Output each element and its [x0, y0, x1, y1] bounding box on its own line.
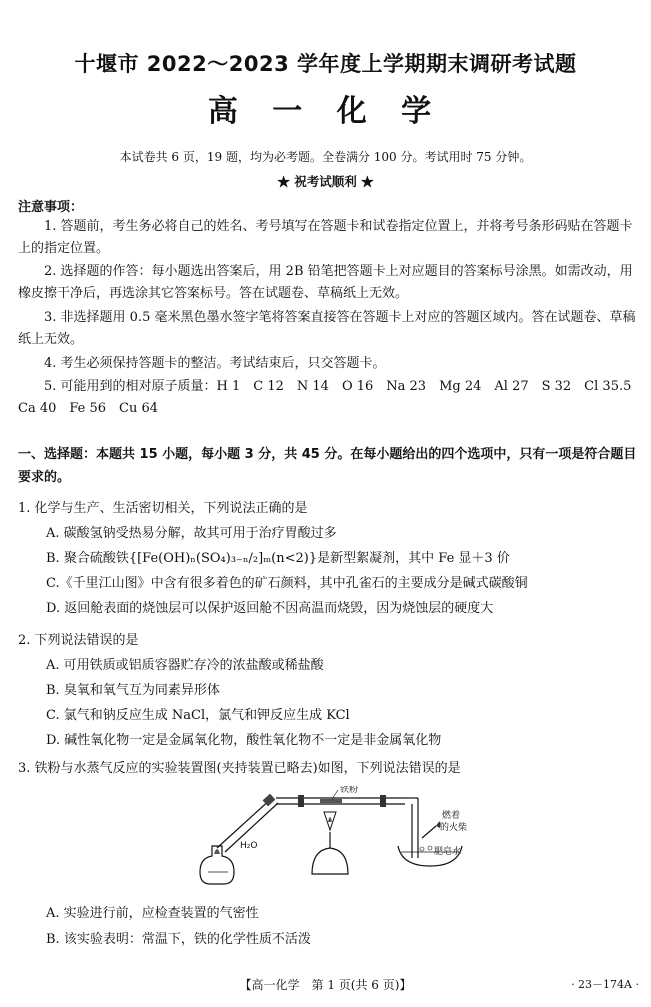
question-1-option-a: A. 碳酸氢钠受热易分解，故其可用于治疗胃酸过多	[46, 526, 337, 541]
iron-powder-label: 铁粉	[340, 786, 359, 795]
match-label-1: 燃着	[442, 811, 461, 821]
notice-heading: 注意事项：	[18, 200, 84, 215]
soap-water-label: 肥皂水	[434, 847, 462, 857]
question-2-option-c: C. 氯气和钠反应生成 NaCl，氯气和钾反应生成 KCl	[46, 708, 350, 723]
alcohol-lamp-left	[214, 849, 220, 854]
question-3-option-b: B. 该实验表明：常温下，铁的化学性质不活泼	[46, 932, 311, 947]
question-2-option-b: B. 臭氧和氧气互为同素异形体	[46, 683, 220, 698]
outlet-tube	[405, 798, 418, 858]
question-1-stem: 1. 化学与生产、生活密切相关，下列说法正确的是	[18, 501, 308, 516]
question-2-stem: 2. 下列说法错误的是	[18, 633, 139, 648]
question-2-option-d: D. 碱性氧化物一定是金属氧化物，酸性氧化物不一定是非金属氧化物	[46, 733, 442, 748]
section-heading: 一、选择题：本题共 15 小题，每小题 3 分，共 45 分。在每小题给出的四个选项中，只有一项是符合题目要求的。	[18, 447, 637, 485]
water-label: H₂O	[240, 841, 258, 851]
burning-match	[422, 821, 441, 838]
question-3-option-a: A. 实验进行前，应检查装置的气密性	[46, 906, 259, 921]
apparatus-diagram	[190, 786, 470, 886]
subject-title: 高 一 化 学	[207, 94, 444, 129]
paper-code: · 23－174A ·	[571, 978, 639, 991]
question-2-option-a: A. 可用铁质或铝质容器贮存冷的浓盐酸或稀盐酸	[46, 658, 324, 673]
notice-item-5: 5. 可能用到的相对原子质量：H 1 C 12 N 14 O 16 Na 23 Mg 24 Al 27 S 32 Cl 35.5 Ca 40 Fe 56 Cu 64	[18, 379, 645, 416]
match-label-2: 的火柴	[440, 823, 468, 833]
question-3-stem: 3. 铁粉与水蒸气反应的实验装置图(夹持装置已略去)如图，下列说法错误的是	[18, 761, 461, 776]
question-1-option-c: C.《千里江山图》中含有很多着色的矿石颜料，其中孔雀石的主要成分是碱式碳酸铜	[46, 576, 528, 591]
good-luck-banner: ★ 祝考试顺利 ★	[277, 174, 374, 189]
notice-item-4: 4. 考生必须保持答题卡的整洁。考试结束后，只交答题卡。	[44, 356, 386, 371]
exam-title: 十堰市 2022～2023 学年度上学期期末调研考试题	[74, 52, 577, 76]
reaction-tube	[276, 795, 405, 807]
notice-item-1: 1. 答题前，考生务必将自己的姓名、考号填写在答题卡和试卷指定位置上，并将考号条形码贴在答题卡上的指定位置。	[18, 219, 633, 256]
notice-item-2: 2. 选择题的作答：每小题选出答案后，用 2B 铅笔把答题卡上对应题目的答案标号涂黑。如需改动，用橡皮擦干净后，再选涂其它答案标号。答在试题卷、草稿纸上无效。	[18, 264, 633, 301]
question-1-option-b: B. 聚合硫酸铁{[Fe(OH)ₙ(SO₄)₃₋ₙ/₂]ₘ(n<2)}是新型絮凝剂，其中 Fe 显＋3 价	[46, 551, 510, 566]
exam-intro: 本试卷共 6 页，19 题，均为必考题。全卷满分 100 分。考试用时 75 分钟。	[119, 150, 532, 164]
alcohol-lamp-right	[312, 812, 348, 874]
page-footer: 【高一化学 第 1 页(共 6 页)】	[239, 978, 412, 992]
iron-powder	[320, 799, 342, 803]
notice-item-3: 3. 非选择题用 0.5 毫米黑色墨水签字笔将答案直接答在答题卡上对应的答题区域内。答在试题卷、草稿纸上无效。	[18, 310, 636, 347]
question-1-option-d: D. 返回舱表面的烧蚀层可以保护返回舱不因高温而烧毁，因为烧蚀层的硬度大	[46, 601, 494, 616]
